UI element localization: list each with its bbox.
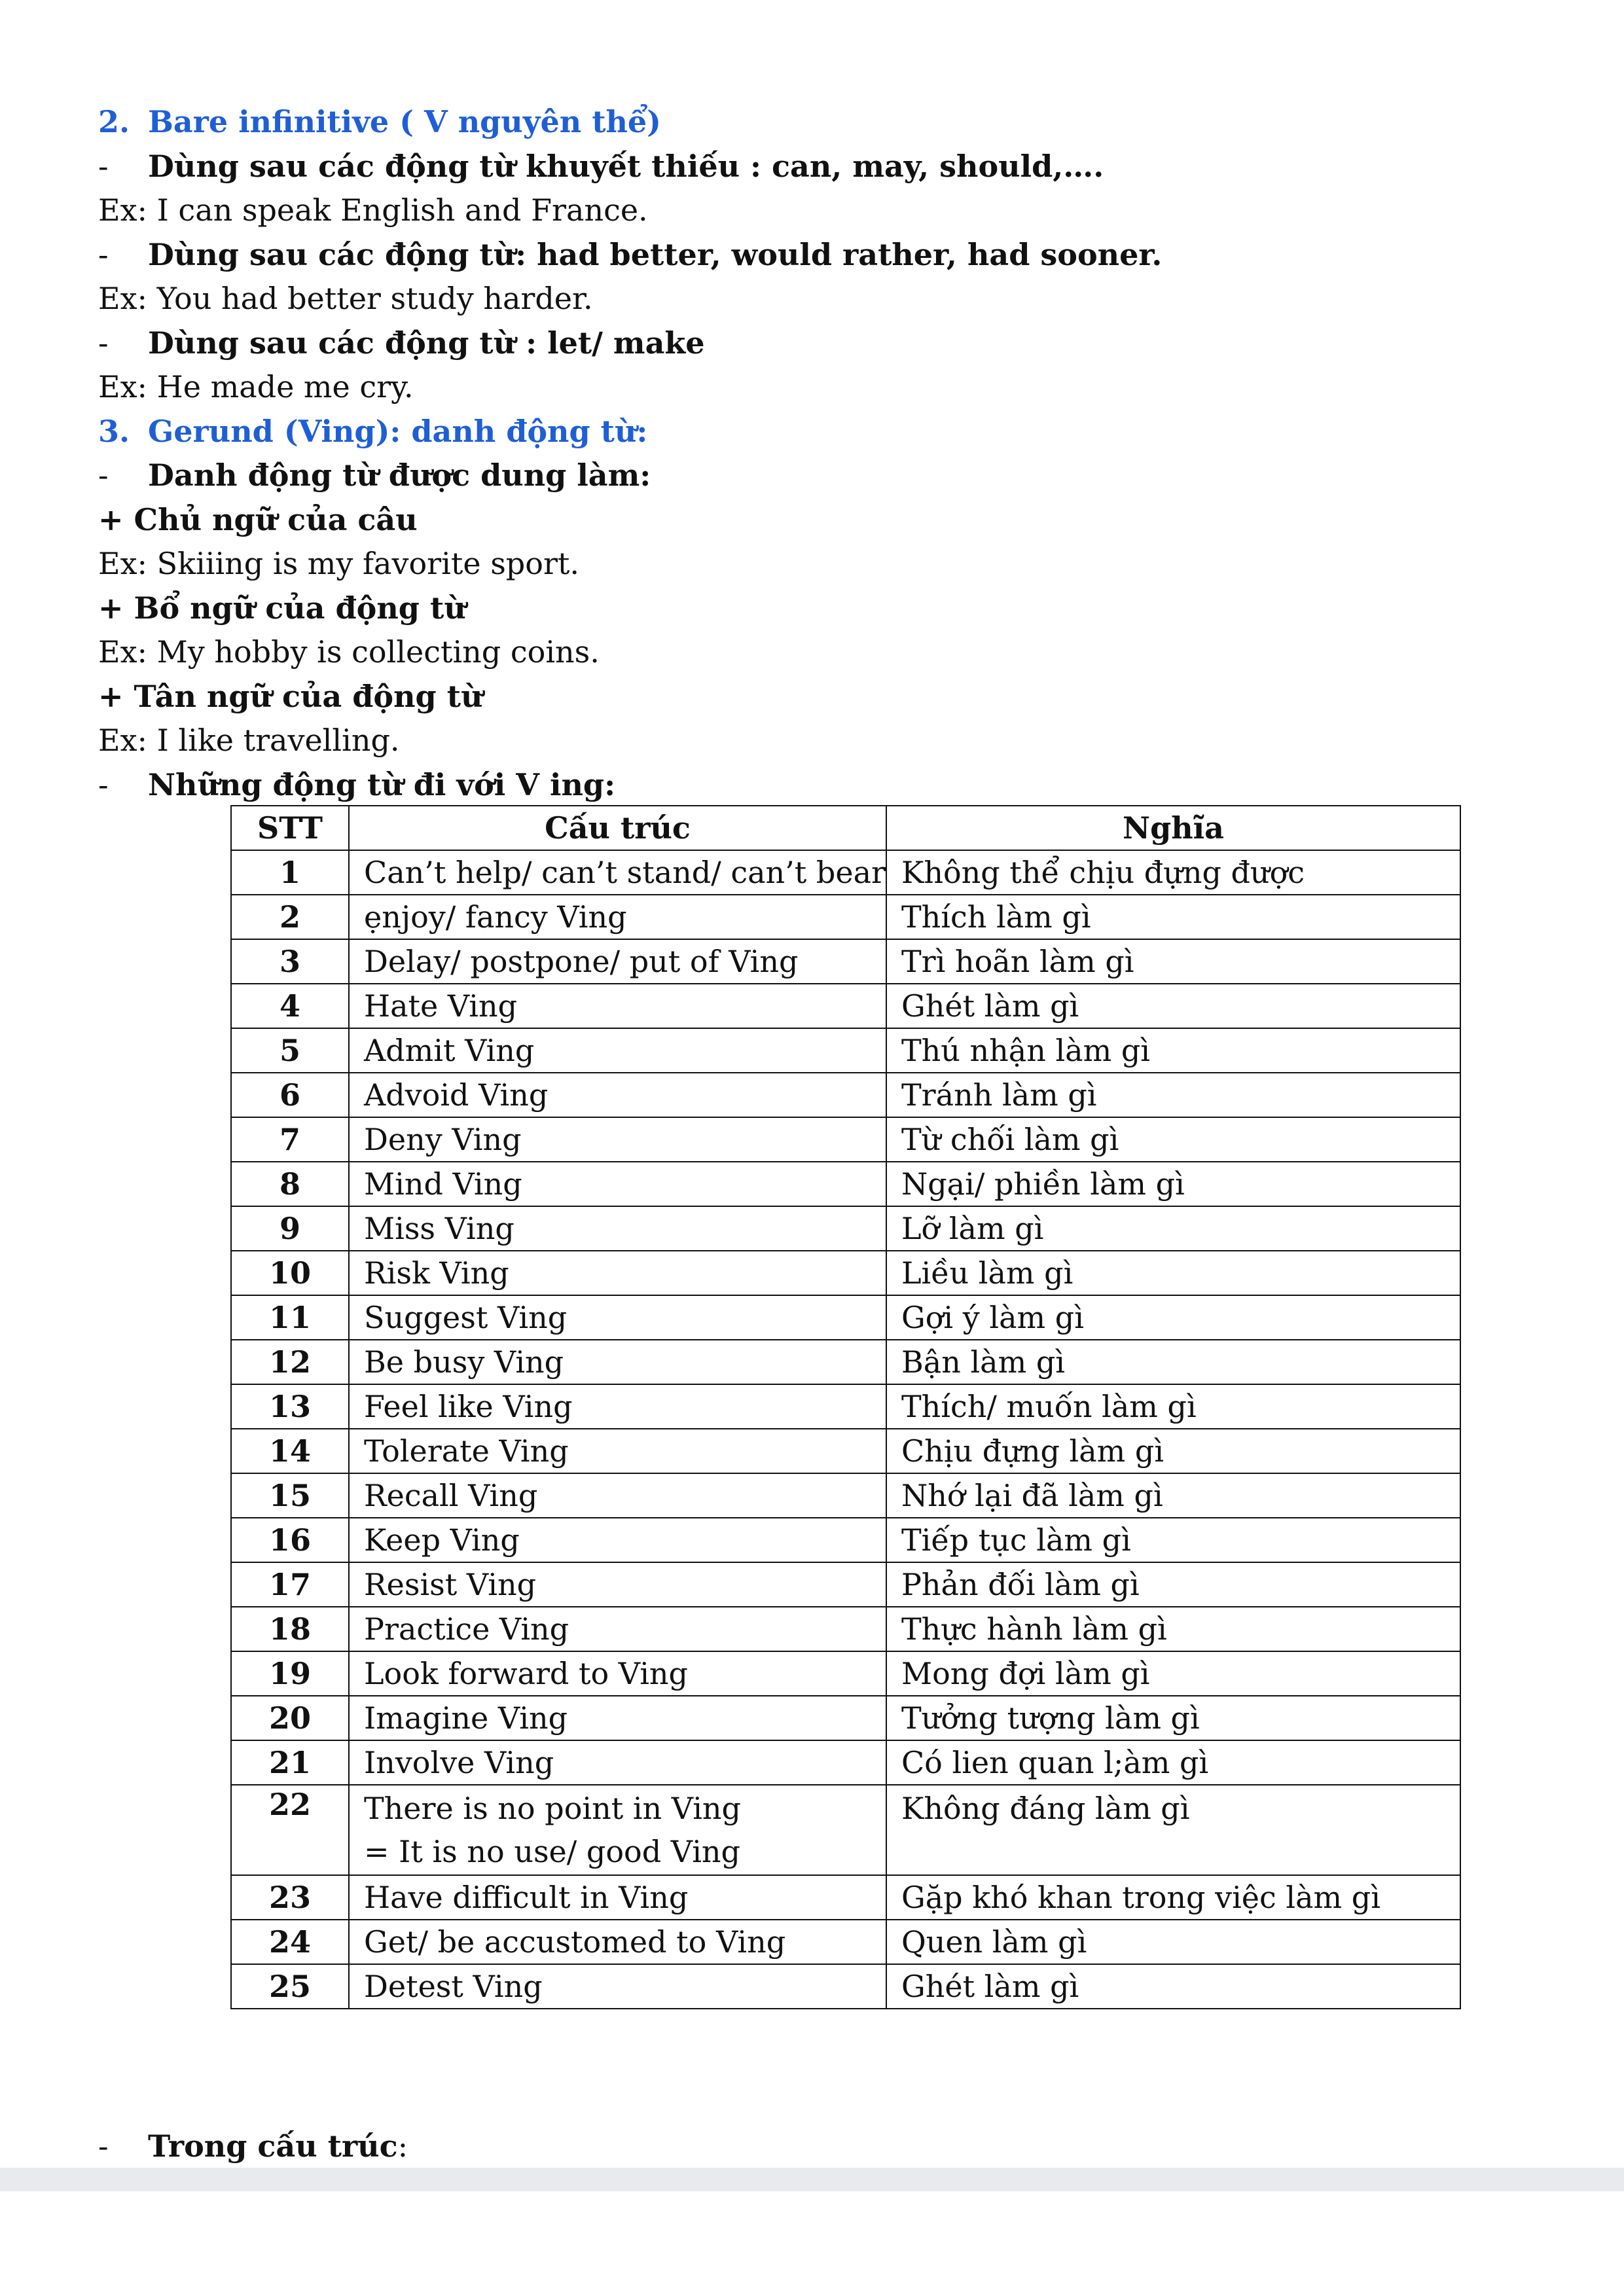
row-stt: 18 xyxy=(231,1607,349,1651)
example-line: Ex: I can speak English and France. xyxy=(98,192,648,228)
row-meaning: Thực hành làm gì xyxy=(886,1607,1460,1651)
rule-text: Dùng sau các động từ: had better, would rather, had sooner. xyxy=(148,237,1163,272)
table-row xyxy=(231,1785,1460,1875)
row-meaning: Quen làm gì xyxy=(886,1920,1460,1964)
table-row xyxy=(231,1964,1460,2009)
row-structure: Tolerate Ving xyxy=(349,1429,886,1473)
row-stt: 25 xyxy=(231,1964,349,2009)
table-row xyxy=(231,1073,1460,1117)
row-structure: ẹnjoy/ fancy Ving xyxy=(349,895,886,939)
row-meaning: Liều làm gì xyxy=(886,1251,1460,1295)
rule-text: Dùng sau các động từ : let/ make xyxy=(148,325,705,361)
row-meaning: Ngại/ phiền làm gì xyxy=(886,1162,1460,1206)
row-structure: Mind Ving xyxy=(349,1162,886,1206)
ving-verbs-table xyxy=(230,805,1461,2009)
row-stt: 1 xyxy=(231,850,349,895)
row-meaning: Có lien quan l;àm gì xyxy=(886,1740,1460,1785)
row-meaning: Lỡ làm gì xyxy=(886,1206,1460,1251)
row-stt: 20 xyxy=(231,1696,349,1740)
row-structure: Admit Ving xyxy=(349,1028,886,1073)
table-row xyxy=(231,1162,1460,1206)
table-row xyxy=(231,1429,1460,1473)
bullet-dash: - xyxy=(98,767,109,802)
row-meaning: Nhớ lại đã làm gì xyxy=(886,1473,1460,1518)
row-meaning: Thích/ muốn làm gì xyxy=(886,1384,1460,1429)
bullet-dash: - xyxy=(98,325,109,361)
table-row xyxy=(231,984,1460,1028)
row-meaning: Tưởng tượng làm gì xyxy=(886,1696,1460,1740)
example-line: Ex: I like travelling. xyxy=(98,723,400,758)
table-row xyxy=(231,1651,1460,1696)
row-structure: Have difficult in Ving xyxy=(349,1875,886,1920)
table-row xyxy=(231,1920,1460,1964)
table-row xyxy=(231,1740,1460,1785)
row-structure-line-2: = It is no use/ good Ving xyxy=(364,1834,740,1869)
section-3-number: 3. xyxy=(98,414,130,449)
rule-text: Dùng sau các động từ khuyết thiếu : can, may, should,…. xyxy=(148,149,1104,184)
bullet-dash: - xyxy=(98,457,109,493)
row-stt: 6 xyxy=(231,1073,349,1117)
row-stt: 13 xyxy=(231,1384,349,1429)
row-stt: 24 xyxy=(231,1920,349,1964)
structure-note-colon: : xyxy=(397,2128,408,2164)
example-line: Ex: He made me cry. xyxy=(98,369,414,404)
row-structure: Keep Ving xyxy=(349,1518,886,1562)
structure-note xyxy=(98,2124,408,2168)
row-meaning: Tránh làm gì xyxy=(886,1073,1460,1117)
row-stt: 11 xyxy=(231,1295,349,1340)
row-meaning: Thích làm gì xyxy=(886,895,1460,939)
row-structure: Miss Ving xyxy=(349,1206,886,1251)
row-meaning: Gặp khó khan trong việc làm gì xyxy=(886,1875,1460,1920)
table-row xyxy=(231,1518,1460,1562)
table-row xyxy=(231,939,1460,984)
header-meaning: Nghĩa xyxy=(886,806,1460,850)
row-stt: 23 xyxy=(231,1875,349,1920)
row-meaning xyxy=(886,1785,1460,1875)
header-stt: STT xyxy=(231,806,349,850)
row-structure: Delay/ postpone/ put of Ving xyxy=(349,939,886,984)
header-structure: Cấu trúc xyxy=(349,806,886,850)
next-page xyxy=(0,2191,1624,2296)
row-stt: 5 xyxy=(231,1028,349,1073)
section-2-title: Bare infinitive ( V nguyên thể) xyxy=(148,104,661,139)
bullet-dash: - xyxy=(98,2128,109,2164)
table-row xyxy=(231,1295,1460,1340)
row-stt: 12 xyxy=(231,1340,349,1384)
bullet-dash: - xyxy=(98,237,109,272)
table-row xyxy=(231,1384,1460,1429)
row-meaning: Không thể chịu đựng được xyxy=(886,850,1460,895)
row-meaning: Gợi ý làm gì xyxy=(886,1295,1460,1340)
row-meaning: Mong đợi làm gì xyxy=(886,1651,1460,1696)
table-row xyxy=(231,1562,1460,1607)
example-line: Ex: You had better study harder. xyxy=(98,281,593,316)
row-structure: Risk Ving xyxy=(349,1251,886,1295)
example-line: Ex: Skiiing is my favorite sport. xyxy=(98,546,580,581)
row-structure: Recall Ving xyxy=(349,1473,886,1518)
row-structure: Suggest Ving xyxy=(349,1295,886,1340)
ving-verbs-intro xyxy=(98,762,615,807)
usage-object-label: + Tân ngữ của động từ xyxy=(98,679,483,714)
table-row xyxy=(231,1117,1460,1162)
row-structure: Get/ be accustomed to Ving xyxy=(349,1920,886,1964)
row-stt: 4 xyxy=(231,984,349,1028)
section-2-heading xyxy=(98,99,661,144)
usage-subject-label: + Chủ ngữ của câu xyxy=(98,502,418,537)
structure-note-label: Trong cấu trúc xyxy=(148,2128,398,2164)
row-stt: 10 xyxy=(231,1251,349,1295)
row-meaning: Phản đối làm gì xyxy=(886,1562,1460,1607)
row-structure: Practice Ving xyxy=(349,1607,886,1651)
table-header-row xyxy=(231,806,1460,850)
row-meaning: Ghét làm gì xyxy=(886,1964,1460,2009)
bullet-dash: - xyxy=(98,149,109,184)
rule-let-make xyxy=(98,321,705,365)
rule-had-better xyxy=(98,232,1162,277)
row-meaning: Thú nhận làm gì xyxy=(886,1028,1460,1073)
row-structure: Hate Ving xyxy=(349,984,886,1028)
table-row xyxy=(231,1875,1460,1920)
table-row xyxy=(231,895,1460,939)
row-structure: Resist Ving xyxy=(349,1562,886,1607)
row-structure: Imagine Ving xyxy=(349,1696,886,1740)
table-row xyxy=(231,850,1460,895)
table-row xyxy=(231,1028,1460,1073)
row-stt: 17 xyxy=(231,1562,349,1607)
page-gap xyxy=(0,2168,1624,2191)
row-meaning-text: Không đáng làm gì xyxy=(901,1791,1190,1826)
row-stt: 3 xyxy=(231,939,349,984)
row-structure: Involve Ving xyxy=(349,1740,886,1785)
row-stt: 15 xyxy=(231,1473,349,1518)
gerund-usage-intro xyxy=(98,453,651,497)
row-stt: 22 xyxy=(231,1785,349,1875)
row-meaning: Trì hoãn làm gì xyxy=(886,939,1460,984)
row-meaning: Tiếp tục làm gì xyxy=(886,1518,1460,1562)
row-stt: 16 xyxy=(231,1518,349,1562)
row-meaning: Bận làm gì xyxy=(886,1340,1460,1384)
table-intro-text: Những động từ đi với V ing: xyxy=(148,767,616,802)
row-structure: Feel like Ving xyxy=(349,1384,886,1429)
usage-intro-text: Danh động từ được dung làm: xyxy=(148,457,651,493)
table-row xyxy=(231,1473,1460,1518)
table-row xyxy=(231,1206,1460,1251)
row-stt: 8 xyxy=(231,1162,349,1206)
rule-modal-verbs xyxy=(98,144,1104,188)
table-row xyxy=(231,1696,1460,1740)
row-stt: 19 xyxy=(231,1651,349,1696)
row-stt: 7 xyxy=(231,1117,349,1162)
row-structure: Advoid Ving xyxy=(349,1073,886,1117)
row-structure: Can’t help/ can’t stand/ can’t bear xyxy=(349,850,886,895)
row-structure: Be busy Ving xyxy=(349,1340,886,1384)
row-stt: 2 xyxy=(231,895,349,939)
table-row xyxy=(231,1251,1460,1295)
section-2-number: 2. xyxy=(98,104,130,139)
row-meaning: Ghét làm gì xyxy=(886,984,1460,1028)
row-stt: 14 xyxy=(231,1429,349,1473)
row-structure: Look forward to Ving xyxy=(349,1651,886,1696)
row-meaning: Chịu đựng làm gì xyxy=(886,1429,1460,1473)
row-structure: Deny Ving xyxy=(349,1117,886,1162)
row-structure xyxy=(349,1785,886,1875)
table-row xyxy=(231,1340,1460,1384)
row-stt: 9 xyxy=(231,1206,349,1251)
section-3-heading xyxy=(98,409,647,454)
row-structure-line-1: There is no point in Ving xyxy=(364,1791,741,1826)
usage-complement-label: + Bổ ngữ của động từ xyxy=(98,590,466,626)
row-stt: 21 xyxy=(231,1740,349,1785)
row-meaning: Từ chối làm gì xyxy=(886,1117,1460,1162)
example-line: Ex: My hobby is collecting coins. xyxy=(98,634,600,670)
row-structure: Detest Ving xyxy=(349,1964,886,2009)
table-row xyxy=(231,1607,1460,1651)
section-3-title: Gerund (Ving): danh động từ: xyxy=(148,414,648,449)
